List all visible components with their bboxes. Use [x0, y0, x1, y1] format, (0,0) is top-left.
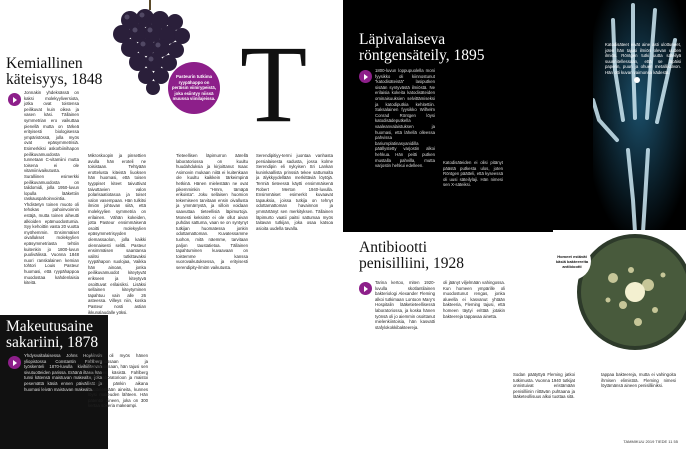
play-icon	[8, 356, 21, 369]
antibiootti-column-3: Sodan päätyttyä Fleming jatkoi tutkimusta. Vuonna 1940 tutkijat onnistuivat eristämään penisilliinin riittävän puhtaana ja lääketeollisuus alkoi tuottaa sitä.	[513, 372, 575, 400]
lapivalaiseva-column-1: 1800-luvun loppupuolella moni fyysikko oli kiinnostunut ”katodisäteistä” lasiputken sisään syntyvästä ilmiöstä. Ne erilaisia kokeita katodisäteiden ominaisuuksien selvittämiseksi ja katodiputkia kehitettiin. Saksalainen fyysikko Wilhelm Conrad Röntgen löysi katodisädeputkella vaaleanvalaistuksen ja huomasi, että lähellä olleessa pahvissa bariumplatinasyanidilla päällystetty varjostin alkoi hehkua. Hän peitti putken mustalla pahvilla, mutta varjostin hehkui edelleen.	[375, 68, 435, 169]
play-icon	[359, 70, 372, 83]
makeutusaine-column-2: makeus oli myös hänen lautasliinassaan ja juomalasissaan, hän tajusi sen tarttuneen käsistä. Fahlberg palasi laboratorioon ja maistoi kaikkien pänkin aikana käsittelemiään aineita, kunnes löysi makeuden lähteen. Hän patentoi aineen, joka on 300 kertaa sokeria makeampi.	[88, 353, 148, 409]
xray-caption: Katodisäteet eivät aine asti ulottuneet, joten hän tajusi ilmiön olevan uuden ilmiön. Röntgen tutki uutta säteilyä suunnitellessaan, että se läpäisi paperin, puun ja ohuen metallikalvon. Hän otti kuvan vaimonsa kädestä.	[605, 42, 681, 75]
kemiallinen-column-2: Mikroskoopin ja pinsettien avulla hän eroteli ne toisistaan. Tehtyään erottelusta kiteistä liuoksen hän huomasi, että toisen tyyppiset kiteet taivuttivat taivuttavien valon polarisaatiotasoa ja toiset valon vasempaan. Hän tulkitsi ilmiön johtuvan siitä, että molekyylien symmetria on erilainen. Vähän kokeiden, jotta Pasteur ensimmäisenä osoitti molekyylien epäsymmetrisyyden olemassaolon, jolla kaikki olennaisesti selitti. Pasteur ensimmäisen saantansa valitsi tutkittavaksi ryypähapon suolojaa, Vaikka hän ainoan, jonka peilikuvamuodot kiteytyvät erikseen ja kiteytyvä osoittuvat erilaisiksi. Lisäksi sellainen kiteytyminen tapahtuu vain alle 26 asteessa. Villeys niin, koska Pasteur nosti astian ikkunalaudalle yöksi.	[88, 153, 146, 315]
xray-hand-image	[593, 0, 686, 232]
play-icon	[8, 93, 21, 106]
right-page	[343, 0, 686, 449]
petri-label: Homeet estävät käsiä bakteereita antibiootti	[553, 242, 591, 280]
antibiootti-heading: Antibiootti penisilliini, 1928	[359, 239, 465, 272]
lapivalaiseva-column-2: Katodisäteiden ei olisi pitänyt päästä putkesta ulos, joten Röntgen päätteli, että kyseessä oli uusi säteilylaji. Hän nimesi sen X-säteiksi.	[443, 160, 503, 188]
antibiootti-column-1: Tarina kertoo, miten 1920-luvulla skotlantilainen bakteriologi Alexander Fleming alkoi tutkimaan Lontoon Mary's Hospitalin lääketieteellisessä laboratoriossa, ja koska hänen työnsä oli jo aiemmin osoittanut mielenkiintoisia, hän kasvatti stafylokokkibakteereja.	[375, 280, 435, 330]
antibiootti-section	[343, 232, 686, 449]
play-icon	[359, 282, 372, 295]
grapes-caption-circle: Pasteurin tutkima ryypähappo on peräisin viinirypeistä, joka esiintyy niissä muussa viinilajeissa.	[168, 62, 220, 114]
makeutusaine-heading: Makeutusaine sakariini, 1878	[6, 318, 99, 351]
intro-column-2: Serendipitiyy-termi juontaa vanhasta persialaisesta sadusta, jossa kolme Serendipin eli nykyisen Sri Lankan kuninkaallista prinssiä tekee sattumalta ja älykkyydellään merkittäviä löytöjä. Termiä tieteessä käytti ensimmäisenä Robert Merton 1940-luvulla. Ensimmäiset esimerkit kuvaavat tapauksia, joissa tutkija on tehnyt odottamattoman havainnon ja ymmärtänyt sen merkityksen. Tällainen läpimurto vaatii paitsi sattumaa myös taitavan tutkijan, joka osaa katsoa asioita uudella tavalla.	[256, 153, 333, 231]
drop-cap-T: T	[240, 23, 308, 145]
kemiallinen-column-1: Jonnakin yhdeksässä on kaksi molekyyliversiota, jotka ovat toistensa peilikuvat kuin oikea ja vasen käsi. Tällainen symmetrian ero vaikuttaa pienellä mutta on tärkeä erityisesti biologisessa ympäristössä, jolla myös ovat epäsymmetrisiä. Esimerkiksi askorbiinihapon peilikuvamuodosta tunnetaan C-vitamiini mutta toisena ei ole vitamiinivaikutusta. Suralliinen esimerkki peilikuvamuodosta on talidomidi, jolla 1950-luvun lopulla lääkettiin raskauspahoinvointia. Yhdistetyn toinen muoto oli tehokas pahoinvoinnin estäjä, mutta toinen aiheutti alkioiden epämuodostumia. Syy kehoittin vasta 20 vuotta myöhemmin. Ensimmäiset oivallukset molekyylien epäsymmetriasta tehtiin kuitenkin jo 1800-luvun puolivälissä. Vuonna 1848 nuori ranskalainen kemian tohtori Louis Pasteur huomasi, että ryypähappoa muodostaa kahdenlaisia kiteitä.	[24, 90, 79, 286]
kemiallinen-heading: Kemiallinen käteisyys, 1848	[6, 55, 103, 88]
makeutusaine-column-1: Yhdysvaltalaisessa Johns Hopkinsin yliopistossa Constantin Fahlberg työskenteli 1870-luvulla kivihiilitervan sivutuotteiden parissa. Eräänä iltana hän tunsi kätensä maistuvan makealta, joka pesemättä käsiä ennen päivällistä ja huomasi leivän maistuvan makealta.	[24, 353, 102, 392]
antibiootti-column-2: oli jäänyt viljelmään vahingossa. Kun homeen ympärille oli muodostunut rengas, jonka alueella ei kasvanut yhtään bakteeria, Fleming tajusi, että homeen täytyi erittää jotakin bakteereja tappavaa ainetta.	[443, 280, 505, 319]
intro-column-1: Tieteellisen läpimurron äärellä laboratoriossa on kuultu huudahduksia ja kirjoittanut Isaac Asimovin mukaan niitä ei kuitenkaan ole kuultu kaikkein tärkeimpinä hetkinä. Hänen mielestään ne ovat pikemminkin ”Hmm, tämäpä erikoista”. Joku sellaisen huomion tekemiseen tarvitaan ensin oivallusta ja ymmärrystä, ja silloin voidaan saavuttaa tieteellisiä läpimurtoja. Monesti keksintö ei ole ollut aivan puhdas sattuma, vaan se on syntynyt tutkijan huomatessa jonkin odottamattoman. Kuvatessamme tuohon, mitä näemme, tarvitaan paljon taustatietoa. Tällainen tapahtuminen kuvaavaan on toistemme kanssa vuorovaikutuksessa, ja erityisesti serendipity-ilmiön vaikutusta.	[176, 153, 248, 270]
page-footer: TAMMIKUU 2019 TIEDE 11 55	[623, 439, 678, 444]
antibiootti-column-4: tappaa bakteereja, mutta ei vahingoita ihmisen elimistöä. Fleming nimesi löytämänsä aineen penisilliiniksi.	[601, 372, 676, 389]
lapivalaiseva-heading: Läpivalaiseva röntgensäteily, 1895	[359, 31, 485, 64]
